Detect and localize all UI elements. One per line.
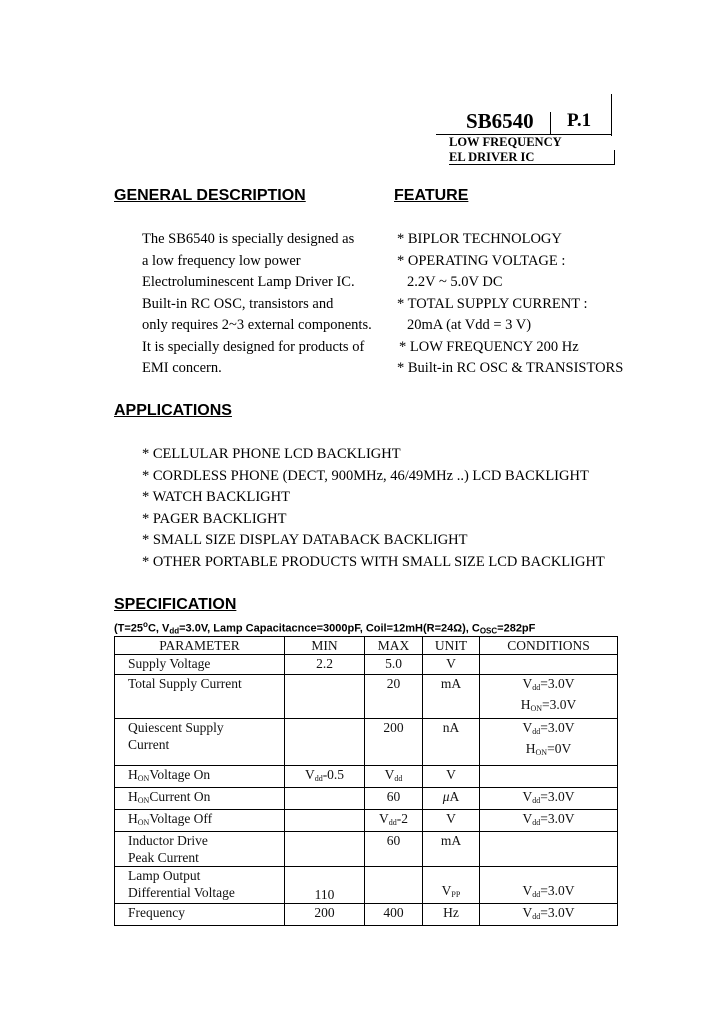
feature-item: 20mA (at Vdd = 3 V) <box>407 317 532 333</box>
cond-line <box>484 675 613 696</box>
param-cell <box>115 810 285 832</box>
cond-sub: ON <box>530 704 543 713</box>
param-sub: ON <box>137 818 150 827</box>
cond-sub: dd <box>532 796 541 805</box>
subtitle-line1: LOW FREQUENCY <box>449 135 562 149</box>
ohm-symbol: Ω <box>453 622 463 635</box>
application-item: * CORDLESS PHONE (DECT, 900MHz, 46/49MHz ..) LCD BACKLIGHT <box>142 467 589 484</box>
feature-item: * BIPLOR TECHNOLOGY <box>397 231 562 247</box>
min-cell: 200 <box>285 904 365 926</box>
unit-text: A <box>449 789 460 804</box>
cond-symbol: H <box>525 741 536 756</box>
cond-sub: dd <box>532 727 541 736</box>
feature-item: * TOTAL SUPPLY CURRENT : <box>397 295 588 312</box>
unit-symbol: V <box>441 883 452 898</box>
table-row <box>115 810 618 832</box>
max-symbol: V <box>384 767 395 782</box>
header-tick <box>614 150 615 165</box>
cond-text: =282pF <box>497 622 536 635</box>
min-cell <box>285 719 365 766</box>
cond-value: =3.0V <box>540 676 575 691</box>
unit-sub: PP <box>451 890 461 899</box>
description-line: only requires 2~3 external components. <box>142 317 372 333</box>
max-symbol: V <box>379 811 389 826</box>
description-line: a low frequency low power <box>142 252 301 269</box>
min-cell <box>285 867 365 904</box>
page-number: P.1 <box>567 110 592 131</box>
unit-cell: V <box>423 766 480 788</box>
table-row <box>115 904 618 926</box>
application-item: * WATCH BACKLIGHT <box>142 489 290 505</box>
param-cell: Supply Voltage <box>115 655 285 675</box>
cond-symbol: H <box>520 697 531 712</box>
param-text: Voltage On <box>149 767 211 782</box>
header-vline-right <box>611 94 612 136</box>
applications-list <box>142 444 605 573</box>
param-symbol: H <box>128 789 138 804</box>
header-divider <box>550 112 551 135</box>
param-symbol: H <box>128 811 138 826</box>
param-line: Current <box>128 737 170 752</box>
general-description-body <box>142 229 372 380</box>
cond-value: =3.0V <box>540 811 575 826</box>
param-text: Voltage Off <box>149 811 213 826</box>
min-cell <box>285 675 365 719</box>
max-cell: 5.0 <box>365 655 423 675</box>
feature-item: * Built-in RC OSC & TRANSISTORS <box>397 360 624 376</box>
param-cell: Frequency <box>115 904 285 926</box>
specification-heading: SPECIFICATION <box>114 596 237 613</box>
table-row <box>115 675 618 719</box>
table-row <box>115 766 618 788</box>
part-number: SB6540 <box>466 109 534 133</box>
param-cell <box>115 788 285 810</box>
param-line: Differential Voltage <box>128 885 235 900</box>
cond-value: =3.0V <box>540 720 575 735</box>
unit-cell: Hz <box>423 904 480 926</box>
table-header-row <box>115 637 618 655</box>
cond-symbol: V <box>522 811 533 826</box>
cond-value: =0V <box>547 741 572 756</box>
general-description-heading: GENERAL DESCRIPTION <box>114 187 306 204</box>
unit-cell: V <box>423 655 480 675</box>
header-rule-bottom <box>449 164 615 165</box>
specification-table <box>114 636 618 926</box>
cond-value: =3.0V <box>540 883 575 898</box>
col-header: MIN <box>285 637 365 655</box>
application-item: * PAGER BACKLIGHT <box>142 510 287 527</box>
param-line: Inductor Drive <box>128 833 208 848</box>
col-header: MAX <box>365 637 423 655</box>
cond-cell <box>480 832 618 867</box>
cond-line <box>484 696 613 717</box>
cond-text: =3.0V, Lamp Capacitacnce=3000pF, Coil=12mH(R=24 <box>179 622 454 635</box>
param-cell: Total Supply Current <box>115 675 285 719</box>
cond-line <box>484 740 613 761</box>
cond-cell <box>480 655 618 675</box>
description-line: The SB6540 is specially designed as <box>142 231 355 247</box>
param-sub: ON <box>137 796 150 805</box>
table-row <box>115 867 618 904</box>
cond-symbol: V <box>522 789 533 804</box>
unit-cell: nA <box>423 719 480 766</box>
min-value: -0.5 <box>322 767 345 782</box>
cond-cell <box>480 810 618 832</box>
min-cell <box>285 810 365 832</box>
col-header: CONDITIONS <box>480 637 618 655</box>
table-row <box>115 832 618 867</box>
applications-heading: APPLICATIONS <box>114 402 232 419</box>
cond-value: =3.0V <box>542 697 577 712</box>
min-sub: dd <box>314 774 323 783</box>
cond-symbol: V <box>522 676 533 691</box>
cond-degree: o <box>143 620 148 629</box>
feature-item: * OPERATING VOLTAGE : <box>397 252 566 269</box>
param-line: Peak Current <box>128 850 199 865</box>
cond-sub: dd <box>532 818 541 827</box>
subtitle-line2: EL DRIVER IC <box>449 150 535 164</box>
param-symbol: H <box>128 767 138 782</box>
min-cell <box>285 766 365 788</box>
cond-text: C, V <box>147 622 170 635</box>
param-line: Lamp Output <box>128 868 201 883</box>
max-cell: 20 <box>365 675 423 719</box>
max-sub: dd <box>388 818 397 827</box>
param-line: Quiescent Supply <box>128 720 224 735</box>
unit-cell: mA <box>423 675 480 719</box>
cond-sub: ON <box>535 748 548 757</box>
description-line: Electroluminescent Lamp Driver IC. <box>142 274 355 290</box>
min-cell: 2.2 <box>285 655 365 675</box>
cond-symbol: V <box>522 905 533 920</box>
table-row <box>115 655 618 675</box>
feature-item: 2.2V ~ 5.0V DC <box>407 274 503 290</box>
cond-symbol: V <box>522 720 533 735</box>
max-cell <box>365 810 423 832</box>
param-cell <box>115 867 285 904</box>
param-cell <box>115 832 285 867</box>
cond-sub: dd <box>532 912 541 921</box>
param-cell <box>115 719 285 766</box>
cond-cell <box>480 766 618 788</box>
cond-cell <box>480 788 618 810</box>
application-item: * SMALL SIZE DISPLAY DATABACK BACKLIGHT <box>142 532 468 548</box>
param-text: Current On <box>149 789 211 804</box>
unit-cell <box>423 788 480 810</box>
description-line: EMI concern. <box>142 360 222 376</box>
cond-value: =3.0V <box>540 905 575 920</box>
cond-cell <box>480 719 618 766</box>
unit-cell: V <box>423 810 480 832</box>
table-row <box>115 788 618 810</box>
application-item: * OTHER PORTABLE PRODUCTS WITH SMALL SIZE LCD BACKLIGHT <box>142 553 605 570</box>
min-value: 110 <box>314 887 335 902</box>
max-cell <box>365 766 423 788</box>
cond-symbol: V <box>522 883 533 898</box>
cond-sub: OSC <box>479 626 498 636</box>
application-item: * CELLULAR PHONE LCD BACKLIGHT <box>142 446 401 462</box>
cond-value: =3.0V <box>540 789 575 804</box>
col-header: PARAMETER <box>115 637 285 655</box>
max-cell: 60 <box>365 832 423 867</box>
description-line: It is specially designed for products of <box>142 338 365 355</box>
min-cell <box>285 788 365 810</box>
unit-cell <box>423 867 480 904</box>
cond-line <box>484 719 613 740</box>
max-value: -2 <box>396 811 408 826</box>
feature-list <box>397 229 623 380</box>
micro-symbol: μ <box>442 789 450 804</box>
unit-cell: mA <box>423 832 480 867</box>
cond-text: (T=25 <box>114 622 144 635</box>
max-sub: dd <box>394 774 403 783</box>
max-cell <box>365 867 423 904</box>
test-conditions <box>114 620 535 636</box>
max-cell: 200 <box>365 719 423 766</box>
cond-sub: dd <box>532 683 541 692</box>
cond-sub: dd <box>532 890 541 899</box>
col-header: UNIT <box>423 637 480 655</box>
min-symbol: V <box>304 767 315 782</box>
param-sub: ON <box>137 774 150 783</box>
param-cell <box>115 766 285 788</box>
cond-sub: dd <box>169 626 180 636</box>
max-cell: 60 <box>365 788 423 810</box>
cond-cell <box>480 867 618 904</box>
cond-text: ), C <box>462 622 480 635</box>
feature-heading: FEATURE <box>394 187 469 204</box>
description-line: Built-in RC OSC, transistors and <box>142 295 334 312</box>
cond-cell <box>480 904 618 926</box>
min-cell <box>285 832 365 867</box>
cond-cell <box>480 675 618 719</box>
table-row <box>115 719 618 766</box>
feature-item: * LOW FREQUENCY 200 Hz <box>399 338 579 355</box>
max-cell: 400 <box>365 904 423 926</box>
